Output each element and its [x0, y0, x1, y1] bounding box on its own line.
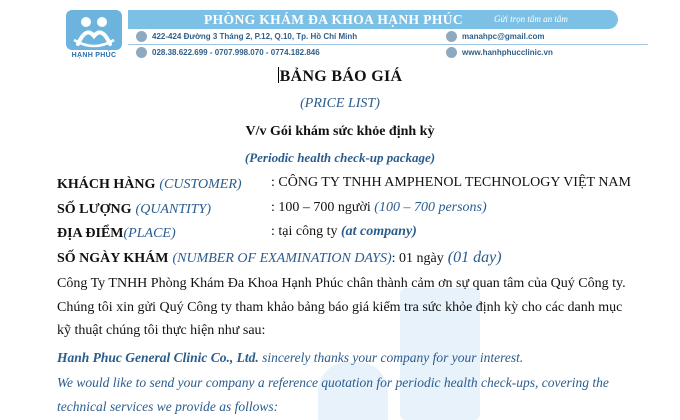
clinic-email: manahpc@gmail.com	[462, 32, 545, 41]
intro-paragraph-en-line: We would like to send your company a reference quotation for periodic health check-ups, covering the	[57, 375, 609, 390]
document-topic-en: (Periodic health check-up package)	[244, 150, 436, 165]
intro-paragraph-line: Công Ty TNHH Phòng Khám Đa Khoa Hạnh Phúc chân thành cảm ơn sự quan tâm của Quý Công ty.	[57, 276, 626, 291]
clinic-phones: 028.38.622.699 - 0707.998.070 - 0774.182.846	[152, 48, 320, 57]
text-cursor	[278, 67, 279, 83]
intro-paragraph-line: kỹ thuật chúng tôi thực hiện như sau:	[57, 323, 266, 338]
document-title-en: (PRICE LIST)	[300, 96, 380, 111]
globe-icon	[446, 47, 457, 58]
phone-icon	[136, 47, 147, 58]
intro-paragraph-en-line: technical services we provide as follows:	[57, 399, 279, 414]
place-value: : tại công ty (at company)	[271, 224, 417, 239]
clinic-website: www.hanhphucclinic.vn	[462, 48, 553, 57]
intro-paragraph-line: Chúng tôi xin gửi Quý Công ty tham khảo bảng báo giá kiểm tra sức khỏe định kỳ cho các danh mục	[57, 300, 623, 315]
header-divider	[128, 44, 648, 45]
clinic-logo	[66, 10, 122, 62]
examination-days: SỐ NGÀY KHÁM (NUMBER OF EXAMINATION DAYS): 01 ngày (01 day)	[57, 249, 502, 266]
location-icon	[136, 31, 147, 42]
watermark-shape	[318, 362, 388, 420]
quantity-value: : 100 – 700 người (100 – 700 persons)	[271, 200, 487, 215]
document-topic: V/v Gói khám sức khỏe định kỳ	[245, 124, 435, 139]
intro-paragraph-en-line: Hanh Phuc General Clinic Co., Ltd. sincerely thanks your company for your interest.	[57, 350, 524, 365]
clinic-slogan: Gửi trọn tâm an tâm	[494, 14, 568, 24]
clinic-address: 422-424 Đường 3 Tháng 2, P.12, Q.10, Tp. Hồ Chí Minh	[152, 32, 358, 41]
email-icon	[446, 31, 457, 42]
customer-value: : CÔNG TY TNHH AMPHENOL TECHNOLOGY VIỆT NAM	[271, 175, 631, 190]
logo-emblem-icon	[66, 10, 122, 50]
quantity-label: SỐ LƯỢNG (QUANTITY)	[57, 202, 212, 217]
customer-label: KHÁCH HÀNG (CUSTOMER)	[57, 177, 242, 192]
document-title: BẢNG BÁO GIÁ	[279, 68, 403, 85]
letterhead	[0, 0, 680, 64]
clinic-name: PHÒNG KHÁM ĐA KHOA HẠNH PHÚC	[204, 12, 464, 27]
place-label: ĐỊA ĐIỂM(PLACE)	[57, 226, 176, 241]
logo-name: HẠNH PHÚC	[71, 52, 117, 59]
clinic-banner	[128, 10, 618, 29]
